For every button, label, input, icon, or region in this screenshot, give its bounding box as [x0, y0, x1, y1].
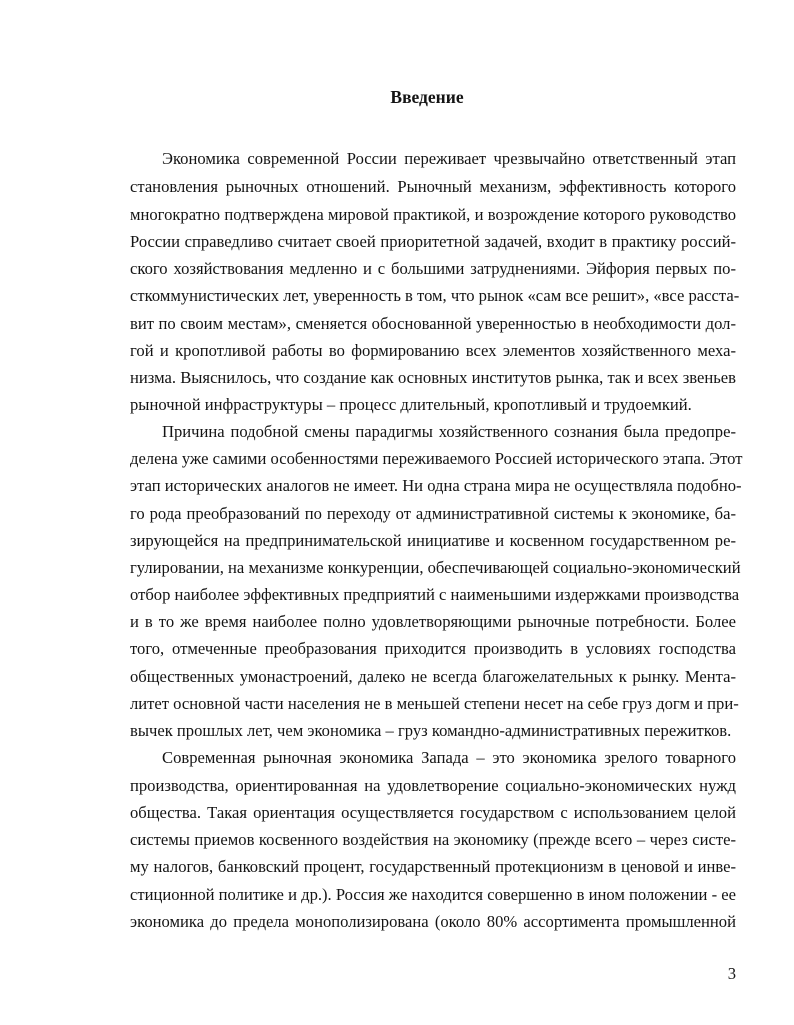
text-line: му налогов, банковский процент, государственный протекционизм в ценовой и инве- [130, 857, 736, 876]
text-line: России справедливо считает своей приоритетной задачей, входит в практику россий- [130, 232, 736, 251]
page-number: 3 [727, 964, 736, 983]
text-line: рыночной инфраструктуры – процесс длительный, кропотливый и трудоемкий. [130, 395, 692, 414]
text-line: Современная рыночная экономика Запада – это экономика зрелого товарного [162, 748, 736, 767]
text-line: вычек прошлых лет, чем экономика – груз командно-административных пережитков. [130, 721, 732, 740]
text-line: вит по своим местам», сменяется обоснованной уверенностью в необходимости дол- [130, 314, 736, 333]
text-line: литет основной части населения не в меньшей степени несет на себе груз догм и при- [130, 694, 739, 713]
text-line: производства, ориентированная на удовлетворение социально-экономических нужд [130, 776, 736, 795]
text-line: низма. Выяснилось, что создание как основных институтов рынка, так и всех звеньев [130, 368, 736, 387]
text-line: отбор наиболее эффективных предприятий с наименьшими издержками производства [130, 585, 740, 604]
text-line: становления рыночных отношений. Рыночный механизм, эффективность которого [130, 177, 736, 196]
text-line: гулировании, на механизме конкуренции, обеспечивающей социально-экономический [130, 558, 741, 577]
text-line: делена уже самими особенностями переживаемого Россией исторического этапа. Этот [130, 449, 743, 468]
text-line: сткоммунистических лет, уверенность в том, что рынок «сам все решит», «все расста- [130, 286, 740, 305]
text-line: того, отмеченные преобразования приходится производить в условиях господства [130, 639, 736, 658]
page-title: Введение [390, 87, 464, 107]
text-line: общественных умонастроений, далеко не всегда благожелательных к рынку. Мента- [130, 667, 736, 686]
text-line: системы приемов косвенного воздействия на экономику (прежде всего – через систе- [130, 830, 736, 849]
text-line: Причина подобной смены парадигмы хозяйственного сознания была предопре- [162, 422, 736, 441]
text-line: и в то же время наиболее полно удовлетворяющими рыночные потребности. Более [130, 612, 736, 631]
text-line: общества. Такая ориентация осуществляется государством с использованием целой [130, 803, 736, 822]
text-line: стиционной политике и др.). Россия же находится совершенно в ином положении - ее [130, 885, 736, 904]
text-line: многократно подтверждена мировой практикой, и возрождение которого руководство [130, 205, 736, 224]
text-line: ского хозяйствования медленно и с большими затруднениями. Эйфория первых по- [130, 259, 736, 278]
text-line: Экономика современной России переживает чрезвычайно ответственный этап [162, 149, 736, 168]
text-line: гой и кропотливой работы во формированию всех элементов хозяйственного меха- [130, 341, 736, 360]
text-line: зирующейся на предпринимательской инициативе и косвенном государственном ре- [130, 531, 736, 550]
text-line: этап исторических аналогов не имеет. Ни одна страна мира не осуществляла подобно- [130, 476, 742, 495]
text-line: экономика до предела монополизирована (около 80% ассортимента промышленной [130, 912, 736, 931]
text-line: го рода преобразований по переходу от административной системы к экономике, ба- [130, 504, 736, 523]
